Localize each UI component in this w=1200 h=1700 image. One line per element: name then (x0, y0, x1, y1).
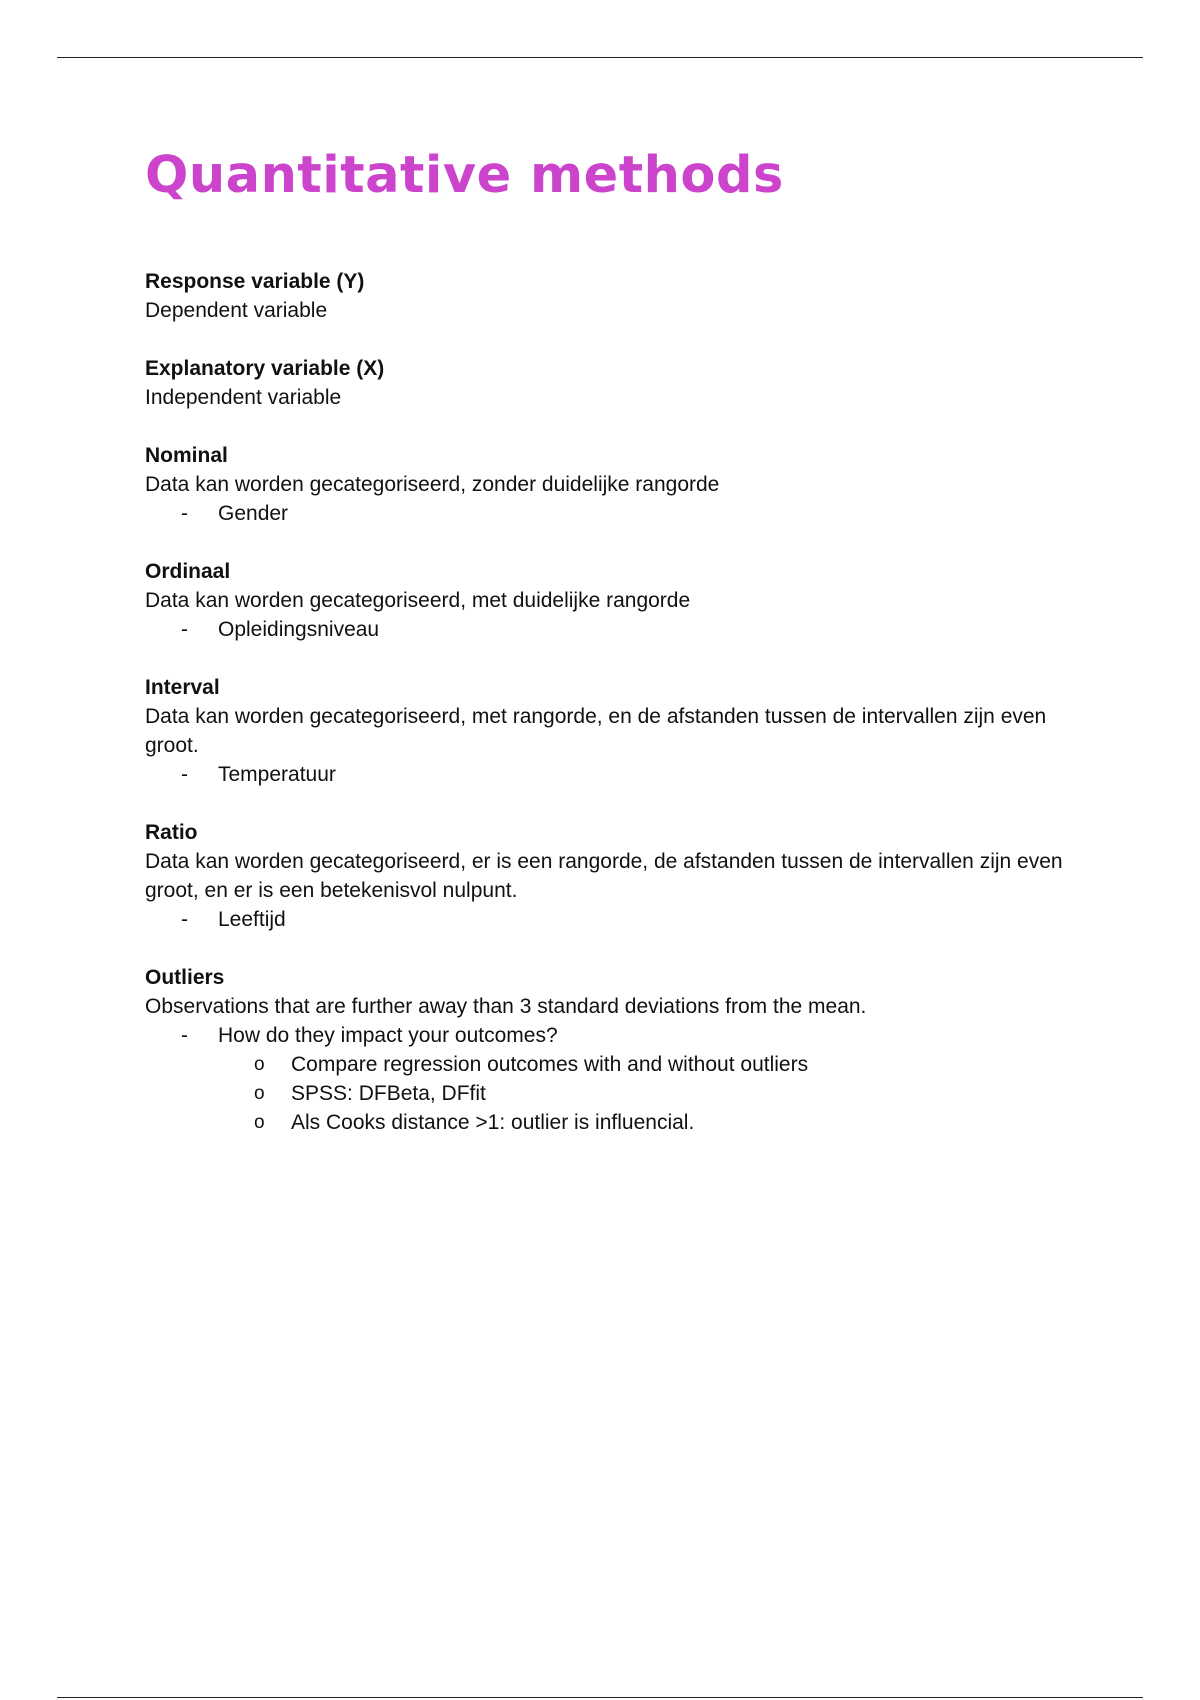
section-nominal (145, 441, 1075, 528)
section-heading: Interval (145, 676, 220, 699)
circle-bullet: o (254, 1112, 265, 1133)
sub-bullet-list (218, 1050, 1075, 1137)
section-heading: Nominal (145, 444, 228, 467)
section-text: Observations that are further away than 3 standard deviations from the mean. (145, 995, 867, 1018)
section-heading: Response variable (Y) (145, 270, 365, 293)
dash-bullet: - (181, 908, 188, 931)
bullet-list (145, 615, 1075, 644)
section-response-variable (145, 267, 1075, 325)
sub-list-item-text: Compare regression outcomes with and without outliers (291, 1053, 809, 1076)
list-item-text: How do they impact your outcomes? (218, 1024, 558, 1047)
section-heading: Ratio (145, 821, 198, 844)
bullet-list (145, 1021, 1075, 1137)
section-interval (145, 673, 1075, 789)
page-title: Quantitative methods (145, 146, 784, 205)
section-text: Data kan worden gecategoriseerd, zonder duidelijke rangorde (145, 473, 720, 496)
dash-bullet: - (181, 1024, 188, 1047)
circle-bullet: o (254, 1083, 265, 1104)
section-text: Data kan worden gecategoriseerd, er is een rangorde, de afstanden tussen de intervallen zijn even groot, en er is een betekenisvol nulpunt. (145, 850, 1063, 902)
section-ratio (145, 818, 1075, 934)
footer-rule (57, 1697, 1143, 1698)
document-body (145, 267, 1075, 1166)
sub-list-item-text: Als Cooks distance >1: outlier is influencial. (291, 1111, 695, 1134)
sub-list-item-text: SPSS: DFBeta, DFfit (291, 1082, 486, 1105)
dash-bullet: - (181, 618, 188, 641)
dash-bullet: - (181, 502, 188, 525)
list-item-text: Temperatuur (218, 763, 336, 786)
dash-bullet: - (181, 763, 188, 786)
bullet-list (145, 760, 1075, 789)
list-item (145, 615, 1075, 644)
header-rule (57, 57, 1143, 58)
section-heading: Ordinaal (145, 560, 231, 583)
section-text: Data kan worden gecategoriseerd, met rangorde, en de afstanden tussen de intervallen zijn even groot. (145, 705, 1047, 757)
bullet-list (145, 905, 1075, 934)
list-item (145, 760, 1075, 789)
section-text: Independent variable (145, 386, 342, 409)
list-item (145, 1021, 1075, 1137)
section-outliers (145, 963, 1075, 1137)
sub-list-item (218, 1108, 1075, 1137)
section-ordinaal (145, 557, 1075, 644)
sub-list-item (218, 1050, 1075, 1079)
list-item-text: Opleidingsniveau (218, 618, 380, 641)
circle-bullet: o (254, 1054, 265, 1075)
list-item-text: Leeftijd (218, 908, 286, 931)
sub-list-item (218, 1079, 1075, 1108)
list-item (145, 499, 1075, 528)
section-explanatory-variable (145, 354, 1075, 412)
section-heading: Outliers (145, 966, 225, 989)
list-item-text: Gender (218, 502, 289, 525)
section-text: Dependent variable (145, 299, 328, 322)
section-text: Data kan worden gecategoriseerd, met duidelijke rangorde (145, 589, 691, 612)
list-item (145, 905, 1075, 934)
bullet-list (145, 499, 1075, 528)
section-heading: Explanatory variable (X) (145, 357, 385, 380)
